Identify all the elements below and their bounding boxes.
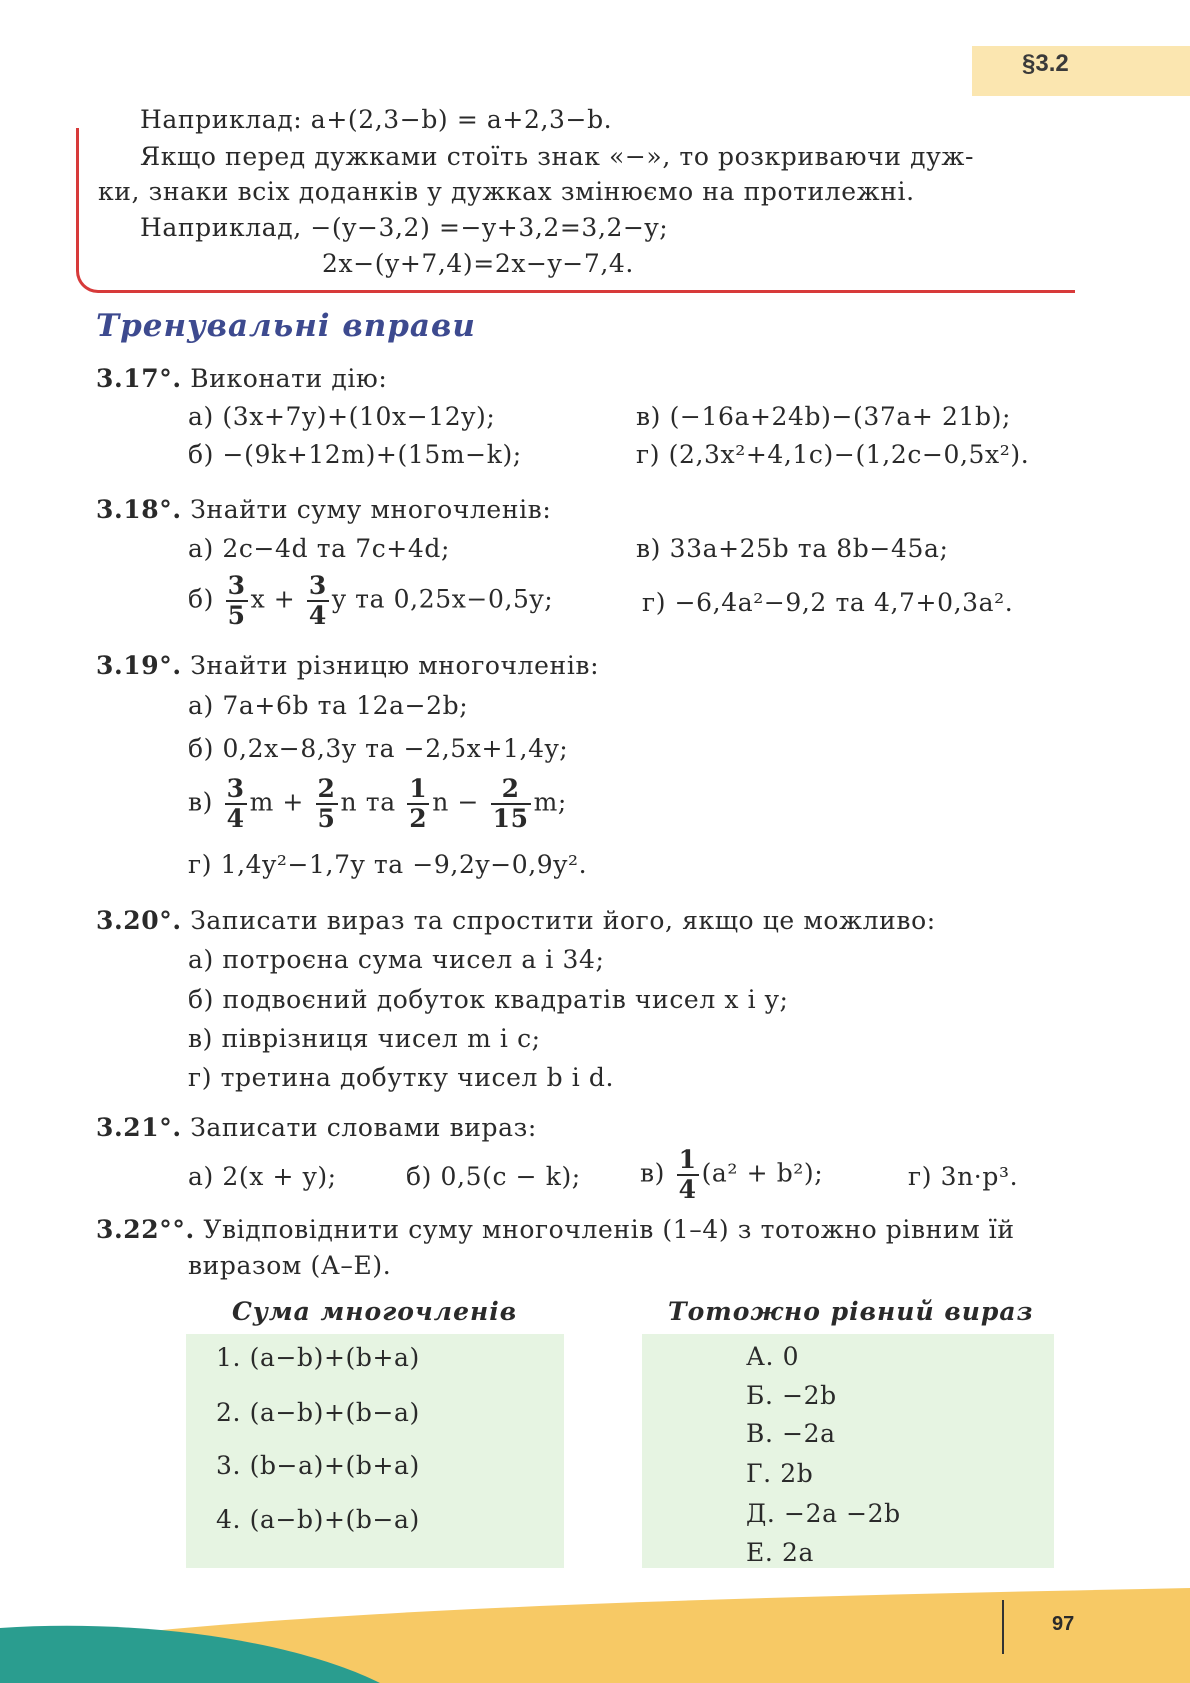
exercise-3-20-title xyxy=(96,905,936,937)
rule-line-4: Наприклад, −(y−3,2) =−y+3,2=3,2−y; xyxy=(140,213,669,242)
left-item-4: 4. (a−b)+(b−a) xyxy=(216,1505,420,1534)
column-header-right: Тотожно рівний вираз xyxy=(668,1297,1034,1326)
exercise-number: 3.20°. xyxy=(96,906,182,935)
fraction: $\frac{2}{15}$ xyxy=(492,774,529,833)
left-item-2: 2. (a−b)+(b−a) xyxy=(216,1398,420,1427)
fraction: $\frac{2}{5}$ xyxy=(317,774,336,833)
ex321-g: г) 3n·p³. xyxy=(908,1162,1019,1191)
fraction: $\frac{1}{4}$ xyxy=(678,1145,697,1204)
expr: n та xyxy=(340,787,396,817)
fraction: $\frac{3}{5}$ xyxy=(227,571,246,630)
left-item-3: 3. (b−a)+(b+a) xyxy=(216,1451,420,1480)
right-item-a: А. 0 xyxy=(746,1342,800,1371)
expr: (a² + b²); xyxy=(701,1158,824,1188)
ex320-b: б) подвоєний добуток квадратів чисел x і y; xyxy=(188,985,789,1014)
ex317-b: б) −(9k+12m)+(15m−k); xyxy=(188,440,522,469)
page-number: 97 xyxy=(1052,1613,1075,1635)
exercise-3-21-title xyxy=(96,1112,537,1144)
ex318-v: в) 33a+25b та 8b−45a; xyxy=(636,534,949,563)
exercise-3-17-title xyxy=(96,363,387,395)
expr: y та 0,25x−0,5y; xyxy=(331,584,554,614)
exercise-text: Записати вираз та спростити його, якщо це можливо: xyxy=(190,906,936,935)
fraction: $\frac{1}{2}$ xyxy=(409,774,428,833)
ex319-v xyxy=(188,775,567,833)
right-item-e: Е. 2a xyxy=(746,1538,814,1567)
right-match-box xyxy=(642,1334,1054,1568)
section-label: §3.2 xyxy=(1022,50,1069,77)
ex318-a: а) 2c−4d та 7c+4d; xyxy=(188,534,450,563)
exercise-text: Записати словами вираз: xyxy=(190,1113,537,1142)
rule-line-5: 2x−(y+7,4)=2x−y−7,4. xyxy=(322,249,634,278)
ex319-a: а) 7a+6b та 12a−2b; xyxy=(188,691,469,720)
fraction: $\frac{3}{4}$ xyxy=(308,571,327,630)
section-tab xyxy=(972,46,1190,96)
exercise-number: 3.22°°. xyxy=(96,1215,195,1244)
exercise-number: 3.17°. xyxy=(96,364,182,393)
expr: n − xyxy=(432,787,480,817)
exercise-number: 3.18°. xyxy=(96,495,182,524)
left-item-1: 1. (a−b)+(b+a) xyxy=(216,1343,420,1372)
exercise-text: Знайти суму многочленів: xyxy=(190,495,552,524)
exercise-number: 3.19°. xyxy=(96,651,182,680)
ex317-a: а) (3x+7y)+(10x−12y); xyxy=(188,402,496,431)
exercise-3-19-title xyxy=(96,650,599,682)
expr: m + xyxy=(249,787,304,817)
footer-divider xyxy=(1002,1600,1004,1654)
expr: m; xyxy=(533,787,567,817)
ex321-a: а) 2(x + y); xyxy=(188,1162,337,1191)
item-label: в) xyxy=(640,1158,666,1188)
exercise-text: Знайти різницю многочленів: xyxy=(190,651,600,680)
exercise-3-22-title xyxy=(96,1214,1015,1246)
ex320-a: а) потроєна сума чисел a і 34; xyxy=(188,945,605,974)
column-header-left: Сума многочленів xyxy=(232,1297,518,1326)
expr: x + xyxy=(250,584,296,614)
exercise-number: 3.21°. xyxy=(96,1113,182,1142)
right-item-d: Д. −2a −2b xyxy=(746,1499,901,1528)
item-label: в) xyxy=(188,787,214,817)
ex318-b xyxy=(188,572,553,630)
item-label: б) xyxy=(188,584,215,614)
section-heading: Тренувальні вправи xyxy=(96,308,476,344)
ex317-v: в) (−16a+24b)−(37a+ 21b); xyxy=(636,402,1012,431)
exercise-3-18-title xyxy=(96,494,551,526)
rule-line-3: ки, знаки всіх доданків у дужках змінюємо на протилежні. xyxy=(98,177,915,206)
right-item-v: В. −2a xyxy=(746,1419,836,1448)
exercise-text: Увідповіднити суму многочленів (1–4) з тотожно рівним їй xyxy=(203,1215,1015,1244)
fraction: $\frac{3}{4}$ xyxy=(226,774,245,833)
ex321-b: б) 0,5(c − k); xyxy=(406,1162,581,1191)
right-item-g: Г. 2b xyxy=(746,1459,814,1488)
ex320-g: г) третина добутку чисел b і d. xyxy=(188,1063,615,1092)
ex319-g: г) 1,4y²−1,7y та −9,2y−0,9y². xyxy=(188,850,588,879)
ex317-g: г) (2,3x²+4,1c)−(1,2c−0,5x²). xyxy=(636,440,1030,469)
exercise-3-22-title-2: виразом (А–Е). xyxy=(188,1251,392,1280)
right-item-b: Б. −2b xyxy=(746,1381,837,1410)
exercise-text: Виконати дію: xyxy=(190,364,388,393)
ex320-v: в) піврізниця чисел m і c; xyxy=(188,1024,541,1053)
rule-line-2: Якщо перед дужками стоїть знак «−», то розкриваючи дуж- xyxy=(140,142,975,171)
ex318-g: г) −6,4a²−9,2 та 4,7+0,3a². xyxy=(642,588,1014,617)
ex321-v xyxy=(640,1146,823,1204)
page-footer-decoration xyxy=(0,1588,1190,1683)
rule-line-1: Наприклад: a+(2,3−b) = a+2,3−b. xyxy=(140,105,613,134)
ex319-b: б) 0,2x−8,3y та −2,5x+1,4y; xyxy=(188,734,569,763)
